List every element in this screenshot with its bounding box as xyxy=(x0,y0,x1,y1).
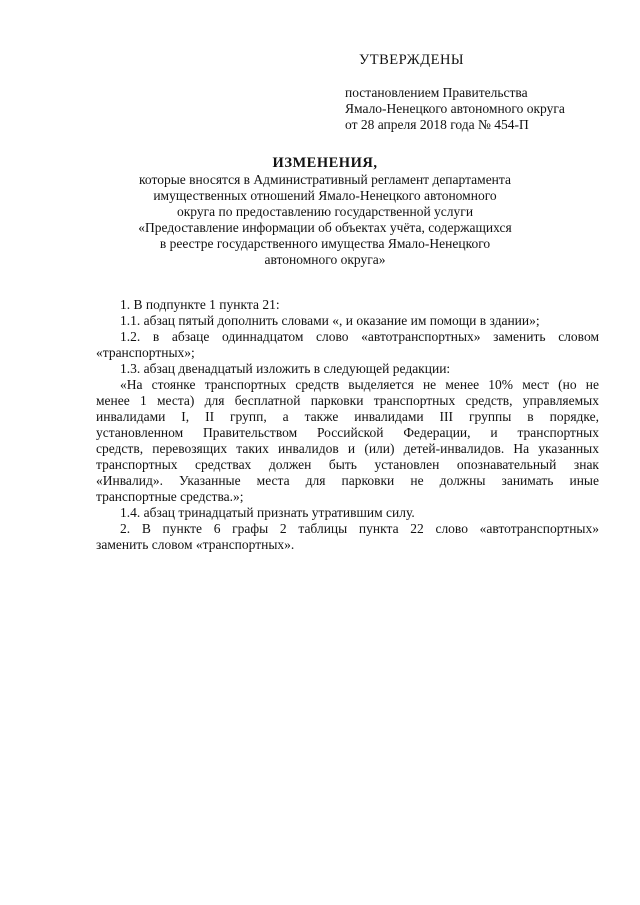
paragraph-1-text: 1. В подпункте 1 пункта 21: xyxy=(120,297,280,312)
heading-line-1: которые вносятся в Административный регламент департамента xyxy=(139,172,511,187)
paragraph-1-2-line-1: 1.2. в абзаце одиннадцатом слово «автотранспортных» заменить словом xyxy=(120,329,599,344)
quote-line-4: установленном Правительством Российской Федерации, и транспортных xyxy=(96,425,599,440)
paragraph-1-4 xyxy=(96,505,599,521)
approval-line-1: постановлением Правительства xyxy=(345,85,528,100)
paragraph-1-2-line-2: «транспортных»; xyxy=(96,345,195,360)
approval-title: УТВЕРЖДЕНЫ xyxy=(359,52,465,68)
quote-line-2: менее 1 места) для бесплатной парковки транспортных средств, управляемых xyxy=(96,393,599,408)
quote-line-6: транспортных средствах должен быть установлен опознавательный знак xyxy=(96,457,599,472)
paragraph-1-3-text: 1.3. абзац двенадцатый изложить в следующей редакции: xyxy=(120,361,451,376)
quoted-paragraph xyxy=(96,377,599,505)
paragraph-1-3 xyxy=(96,361,599,377)
quote-line-3: инвалидами I, II групп, а также инвалидами III группы в порядке, xyxy=(96,409,599,424)
paragraph-1-4-text: 1.4. абзац тринадцатый признать утратившим силу. xyxy=(120,505,415,520)
paragraph-1-1-text: 1.1. абзац пятый дополнить словами «, и оказание им помощи в здании»; xyxy=(120,313,540,328)
quote-line-7: «Инвалид». Указанные места для парковки не должны занимать иные xyxy=(96,473,599,488)
quote-line-1: «На стоянке транспортных средств выделяется не менее 10% мест (но не xyxy=(120,377,599,392)
heading-line-3: округа по предоставлению государственной услуги xyxy=(176,204,474,219)
paragraph-2 xyxy=(96,521,599,553)
approval-line-3: от 28 апреля 2018 года № 454-П xyxy=(345,117,529,132)
paragraph-1-2 xyxy=(96,329,599,361)
approval-block xyxy=(345,52,625,133)
paragraph-2-line-2: заменить словом «транспортных». xyxy=(96,537,295,552)
heading-line-2: имущественных отношений Ямало-Ненецкого автономного xyxy=(153,188,497,203)
heading-line-4: «Предоставление информации об объектах учёта, содержащихся xyxy=(138,220,512,235)
heading-title: ИЗМЕНЕНИЯ, xyxy=(272,155,378,171)
paragraph-2-line-1: 2. В пункте 6 графы 2 таблицы пункта 22 слово «автотранспортных» xyxy=(120,521,599,536)
paragraph-1 xyxy=(96,297,599,313)
heading-line-6: автономного округа» xyxy=(264,252,386,267)
paragraph-1-1 xyxy=(96,313,599,329)
document-heading xyxy=(110,154,540,268)
quote-line-8: транспортные средства.»; xyxy=(96,489,244,504)
quote-line-5: средств, перевозящих таких инвалидов и (или) детей-инвалидов. На указанных xyxy=(96,441,599,456)
heading-line-5: в реестре государственного имущества Ямало-Ненецкого xyxy=(159,236,491,251)
approval-line-2: Ямало-Ненецкого автономного округа xyxy=(345,101,565,116)
document-body xyxy=(96,297,599,553)
